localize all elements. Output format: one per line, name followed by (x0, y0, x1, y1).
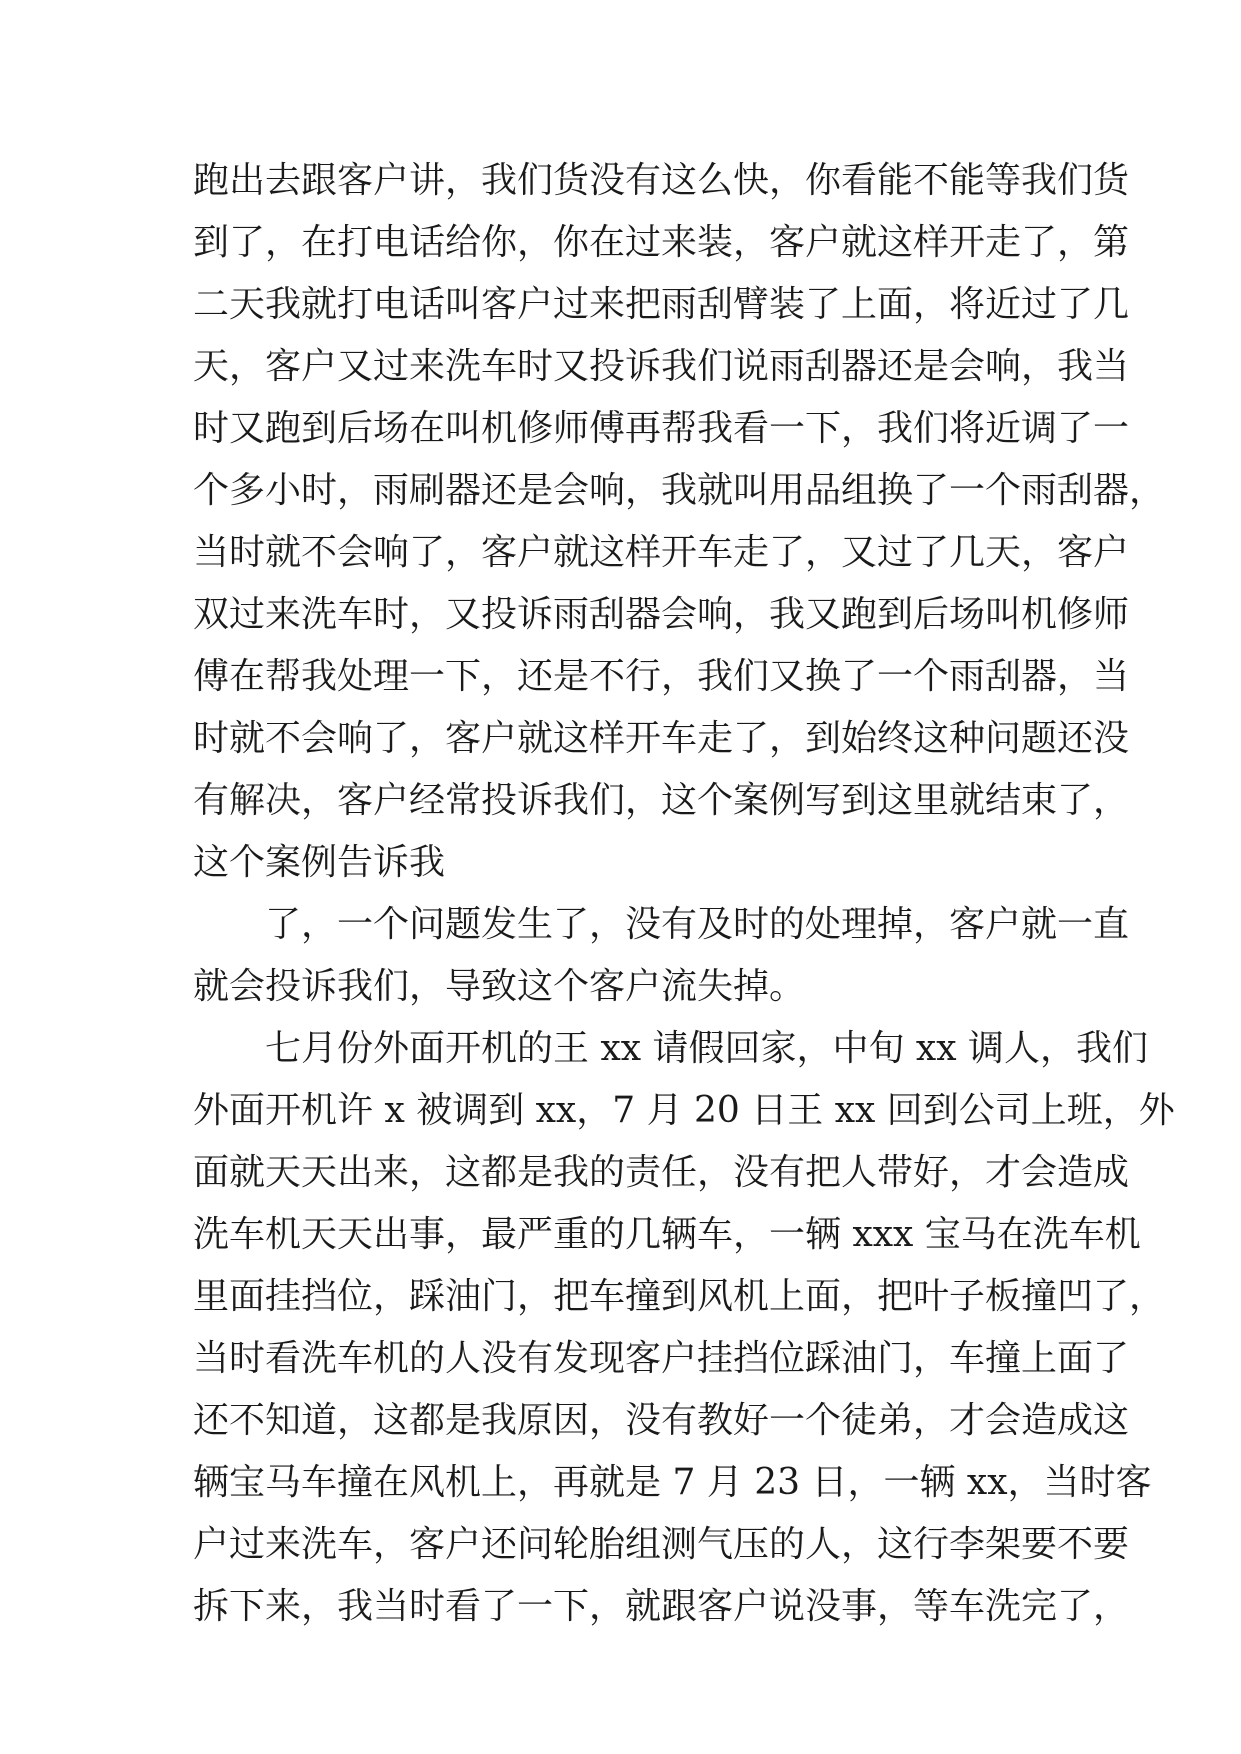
text-line: 洗车机天天出事，最严重的几辆车，一辆 xxx 宝马在洗车机 (193, 1214, 1141, 1255)
text-line: 有解决，客户经常投诉我们，这个案例写到这里就结束了， (193, 780, 1130, 821)
text-line: 双过来洗车时，又投诉雨刮器会响，我又跑到后场叫机修师 (193, 594, 1130, 635)
text-line: 了，一个问题发生了，没有及时的处理掉，客户就一直 (265, 904, 1130, 945)
text-line: 户过来洗车，客户还问轮胎组测气压的人，这行李架要不要 (193, 1524, 1130, 1565)
text-line: 就会投诉我们，导致这个客户流失掉。 (193, 966, 806, 1007)
text-line: 还不知道，这都是我原因，没有教好一个徒弟，才会造成这 (193, 1400, 1130, 1441)
text-line: 时又跑到后场在叫机修师傅再帮我看一下，我们将近调了一 (193, 408, 1130, 449)
text-line: 拆下来，我当时看了一下，就跟客户说没事，等车洗完了， (193, 1586, 1130, 1627)
text-line: 时就不会响了，客户就这样开车走了，到始终这种问题还没 (193, 718, 1130, 759)
text-line: 傅在帮我处理一下，还是不行，我们又换了一个雨刮器，当 (193, 656, 1130, 697)
text-line: 辆宝马车撞在风机上，再就是 7 月 23 日，一辆 xx，当时客 (193, 1462, 1152, 1503)
text-line: 天，客户又过来洗车时又投诉我们说雨刮器还是会响，我当 (193, 346, 1130, 387)
text-line: 面就天天出来，这都是我的责任，没有把人带好，才会造成 (193, 1152, 1130, 1193)
text-line: 二天我就打电话叫客户过来把雨刮臂装了上面，将近过了几 (193, 284, 1130, 325)
text-line: 到了，在打电话给你，你在过来装，客户就这样开走了，第 (193, 222, 1130, 263)
text-line: 当时看洗车机的人没有发现客户挂挡位踩油门，车撞上面了 (193, 1338, 1130, 1379)
text-line: 七月份外面开机的王 xx 请假回家，中旬 xx 调人，我们 (265, 1028, 1148, 1069)
text-line: 个多小时，雨刷器还是会响，我就叫用品组换了一个雨刮器， (193, 470, 1166, 511)
text-line: 跑出去跟客户讲，我们货没有这么快，你看能不能等我们货 (193, 160, 1130, 201)
text-line: 外面开机许 x 被调到 xx，7 月 20 日王 xx 回到公司上班，外 (193, 1090, 1175, 1131)
text-line: 这个案例告诉我 (193, 842, 446, 883)
text-line: 里面挂挡位，踩油门，把车撞到风机上面，把叶子板撞凹了， (193, 1276, 1166, 1317)
text-line: 当时就不会响了，客户就这样开车走了，又过了几天，客户 (193, 532, 1130, 573)
